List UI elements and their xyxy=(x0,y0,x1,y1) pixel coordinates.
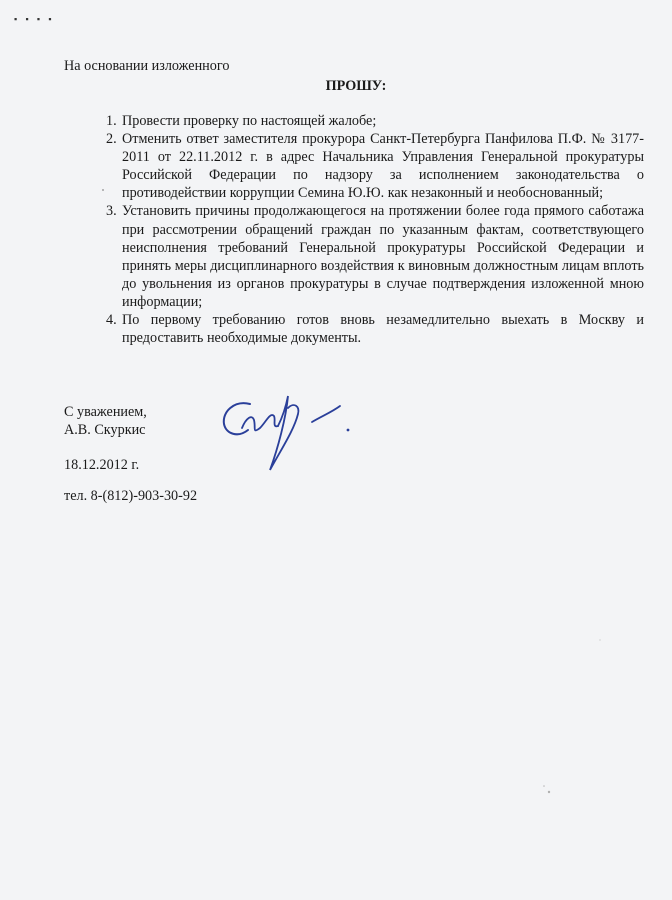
request-item xyxy=(100,311,644,347)
regards-line: С уважением, xyxy=(64,404,147,420)
request-item xyxy=(100,130,644,202)
request-item xyxy=(100,202,644,311)
signer-name: А.В. Скуркис xyxy=(64,422,146,438)
request-text: Установить причины продолжающегося на протяжении более года прямого саботажа при рассмотрении обращений граждан по указанным фактам, соответствующего неисполнения требований Генеральной прокуратуры Российской Федерации и принять меры дисциплинарного воздействия к виновным должностным лицам вплоть до увольнения из органов прокуратуры в случае подтверждения изложенной мною информации; xyxy=(122,203,644,310)
request-heading: ПРОШУ: xyxy=(325,78,387,94)
closing-block xyxy=(64,403,147,439)
contact-phone: тел. 8-(812)-903-30-92 xyxy=(64,488,198,504)
scan-corner-marks: ▪ ▪ ▪ ▪ xyxy=(14,14,55,24)
request-text: По первому требованию готов вновь незамедлительно выехать в Москву и предоставить необходимые документы. xyxy=(122,312,644,347)
handwritten-signature xyxy=(212,388,372,478)
request-number: 1. xyxy=(106,113,117,129)
request-text: Отменить ответ заместителя прокурора Санкт-Петербурга Панфилова П.Ф. № 3177-2011 от 22.11.2012 г. в адрес Начальника Управления Генеральной прокуратуры Российской Федерации по надзору за исполнением законодательства о противодействии коррупции Семина Ю.Ю. как незаконный и необоснованный; xyxy=(122,131,644,202)
request-text: Провести проверку по настоящей жалобе; xyxy=(122,113,377,129)
request-number: 4. xyxy=(106,312,117,329)
request-item xyxy=(100,112,644,130)
request-number: 2. xyxy=(106,131,117,148)
request-number: 3. xyxy=(106,203,117,220)
document-date: 18.12.2012 г. xyxy=(64,457,140,473)
request-list xyxy=(100,112,644,347)
intro-line: На основании изложенного xyxy=(64,58,230,74)
